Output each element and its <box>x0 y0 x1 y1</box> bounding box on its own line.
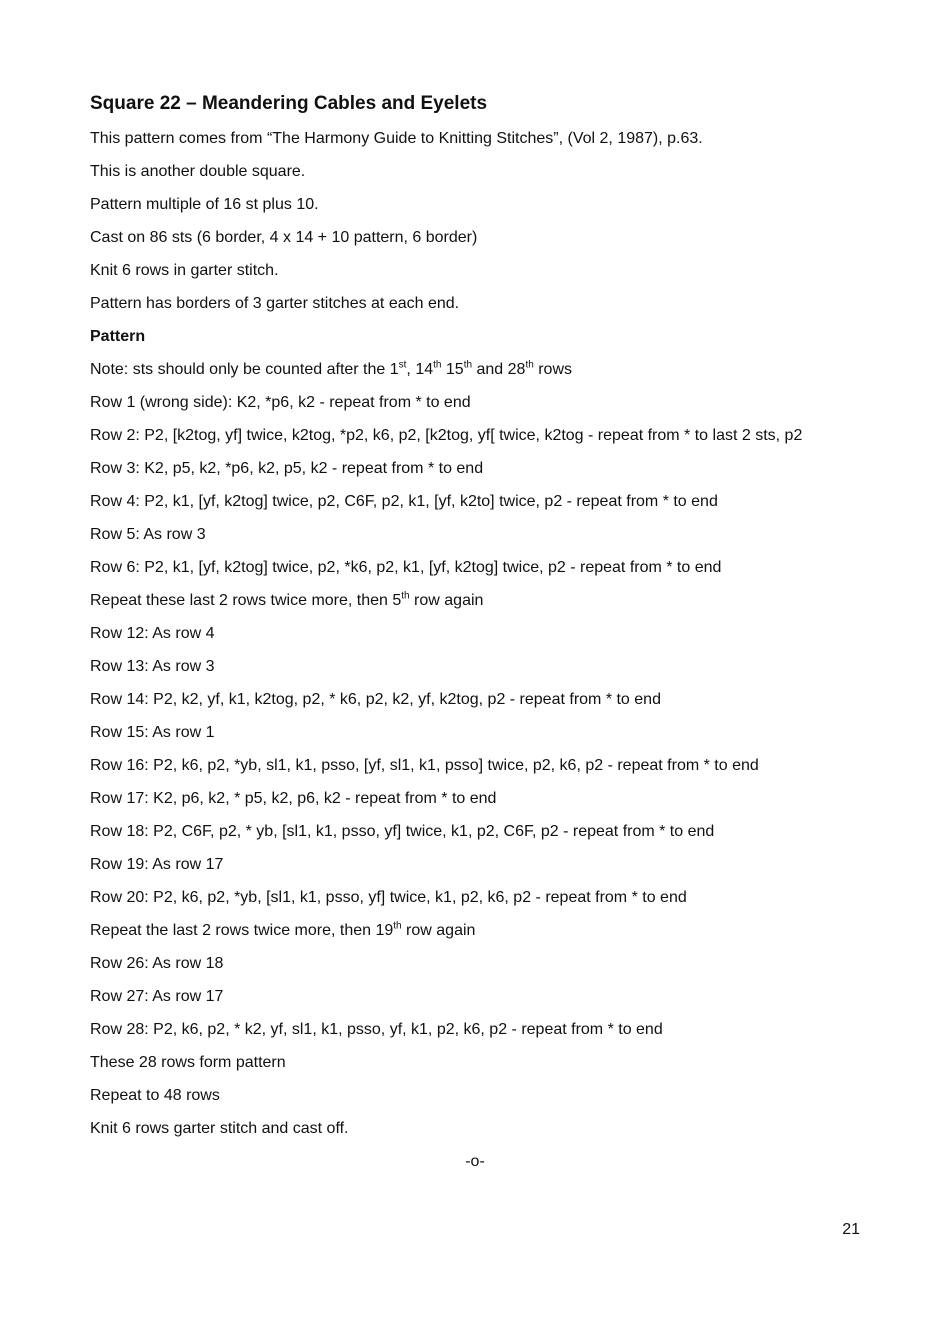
intro-line: This is another double square. <box>90 163 306 180</box>
repeat-instruction <box>90 920 850 942</box>
row-instruction: Row 27: As row 17 <box>90 988 224 1005</box>
row-instruction: Row 12: As row 4 <box>90 625 215 642</box>
repeat-sup: th <box>401 590 410 602</box>
page-number: 21 <box>842 1221 860 1238</box>
repeat-sup: th <box>393 920 402 932</box>
repeat-tail: row again <box>409 592 484 609</box>
closing-line: These 28 rows form pattern <box>90 1054 286 1071</box>
count-note <box>90 359 850 381</box>
note-sup: st <box>398 359 407 371</box>
note-text: , 14 <box>406 361 434 378</box>
row-instruction: Row 4: P2, k1, [yf, k2tog] twice, p2, C6F, p2, k1, [yf, k2to] twice, p2 - repeat from * to end <box>90 493 718 510</box>
row-instruction: Row 6: P2, k1, [yf, k2tog] twice, p2, *k6, p2, k1, [yf, k2tog] twice, p2 - repeat from * to end <box>90 559 722 576</box>
intro-line: Knit 6 rows in garter stitch. <box>90 262 279 279</box>
note-text: Note: sts should only be counted after the 1 <box>90 361 399 378</box>
intro-line: Cast on 86 sts (6 border, 4 x 14 + 10 pattern, 6 border) <box>90 229 478 246</box>
intro-line: Pattern multiple of 16 st plus 10. <box>90 196 319 213</box>
note-sup: th <box>525 359 534 371</box>
pattern-heading: Pattern <box>90 328 146 345</box>
note-text: and 28 <box>472 361 526 378</box>
row-instruction: Row 14: P2, k2, yf, k1, k2tog, p2, * k6, p2, k2, yf, k2tog, p2 - repeat from * to end <box>90 691 661 708</box>
document-page <box>90 92 850 1184</box>
row-instruction: Row 1 (wrong side): K2, *p6, k2 - repeat from * to end <box>90 394 471 411</box>
section-title: Square 22 – Meandering Cables and Eyelets <box>90 93 488 114</box>
row-instruction: Row 18: P2, C6F, p2, * yb, [sl1, k1, psso, yf] twice, k1, p2, C6F, p2 - repeat from * to end <box>90 823 715 840</box>
repeat-tail: row again <box>401 922 476 939</box>
note-sup: th <box>433 359 442 371</box>
row-instruction: Row 5: As row 3 <box>90 526 206 543</box>
note-sup: th <box>463 359 473 371</box>
row-instruction: Row 2: P2, [k2tog, yf] twice, k2tog, *p2, k6, p2, [k2tog, yf[ twice, k2tog - repeat from * to last 2 sts, p2 <box>90 427 803 444</box>
row-instruction: Row 13: As row 3 <box>90 658 215 675</box>
row-instruction: Row 15: As row 1 <box>90 724 215 741</box>
row-instruction: Row 16: P2, k6, p2, *yb, sl1, k1, psso, [yf, sl1, k1, psso] twice, p2, k6, p2 - repeat from * to end <box>90 757 759 774</box>
row-instruction: Row 17: K2, p6, k2, * p5, k2, p6, k2 - repeat from * to end <box>90 790 497 807</box>
row-instruction: Row 20: P2, k6, p2, *yb, [sl1, k1, psso, yf] twice, k1, p2, k6, p2 - repeat from * to end <box>90 889 687 906</box>
closing-line: Repeat to 48 rows <box>90 1087 220 1104</box>
repeat-text: Repeat the last 2 rows twice more, then 19 <box>90 922 394 939</box>
note-text: 15 <box>441 361 464 378</box>
row-instruction: Row 26: As row 18 <box>90 955 224 972</box>
closing-line: Knit 6 rows garter stitch and cast off. <box>90 1120 349 1137</box>
intro-line: Pattern has borders of 3 garter stitches at each end. <box>90 295 460 312</box>
row-instruction: Row 3: K2, p5, k2, *p6, k2, p5, k2 - repeat from * to end <box>90 460 484 477</box>
intro-line: This pattern comes from “The Harmony Guide to Knitting Stitches”, (Vol 2, 1987), p.63. <box>90 130 703 147</box>
repeat-text: Repeat these last 2 rows twice more, then 5 <box>90 592 402 609</box>
end-mark: -o- <box>465 1153 485 1170</box>
repeat-instruction <box>90 590 850 612</box>
row-instruction: Row 28: P2, k6, p2, * k2, yf, sl1, k1, psso, yf, k1, p2, k6, p2 - repeat from * to end <box>90 1021 663 1038</box>
note-text: rows <box>533 361 573 378</box>
row-instruction: Row 19: As row 17 <box>90 856 224 873</box>
